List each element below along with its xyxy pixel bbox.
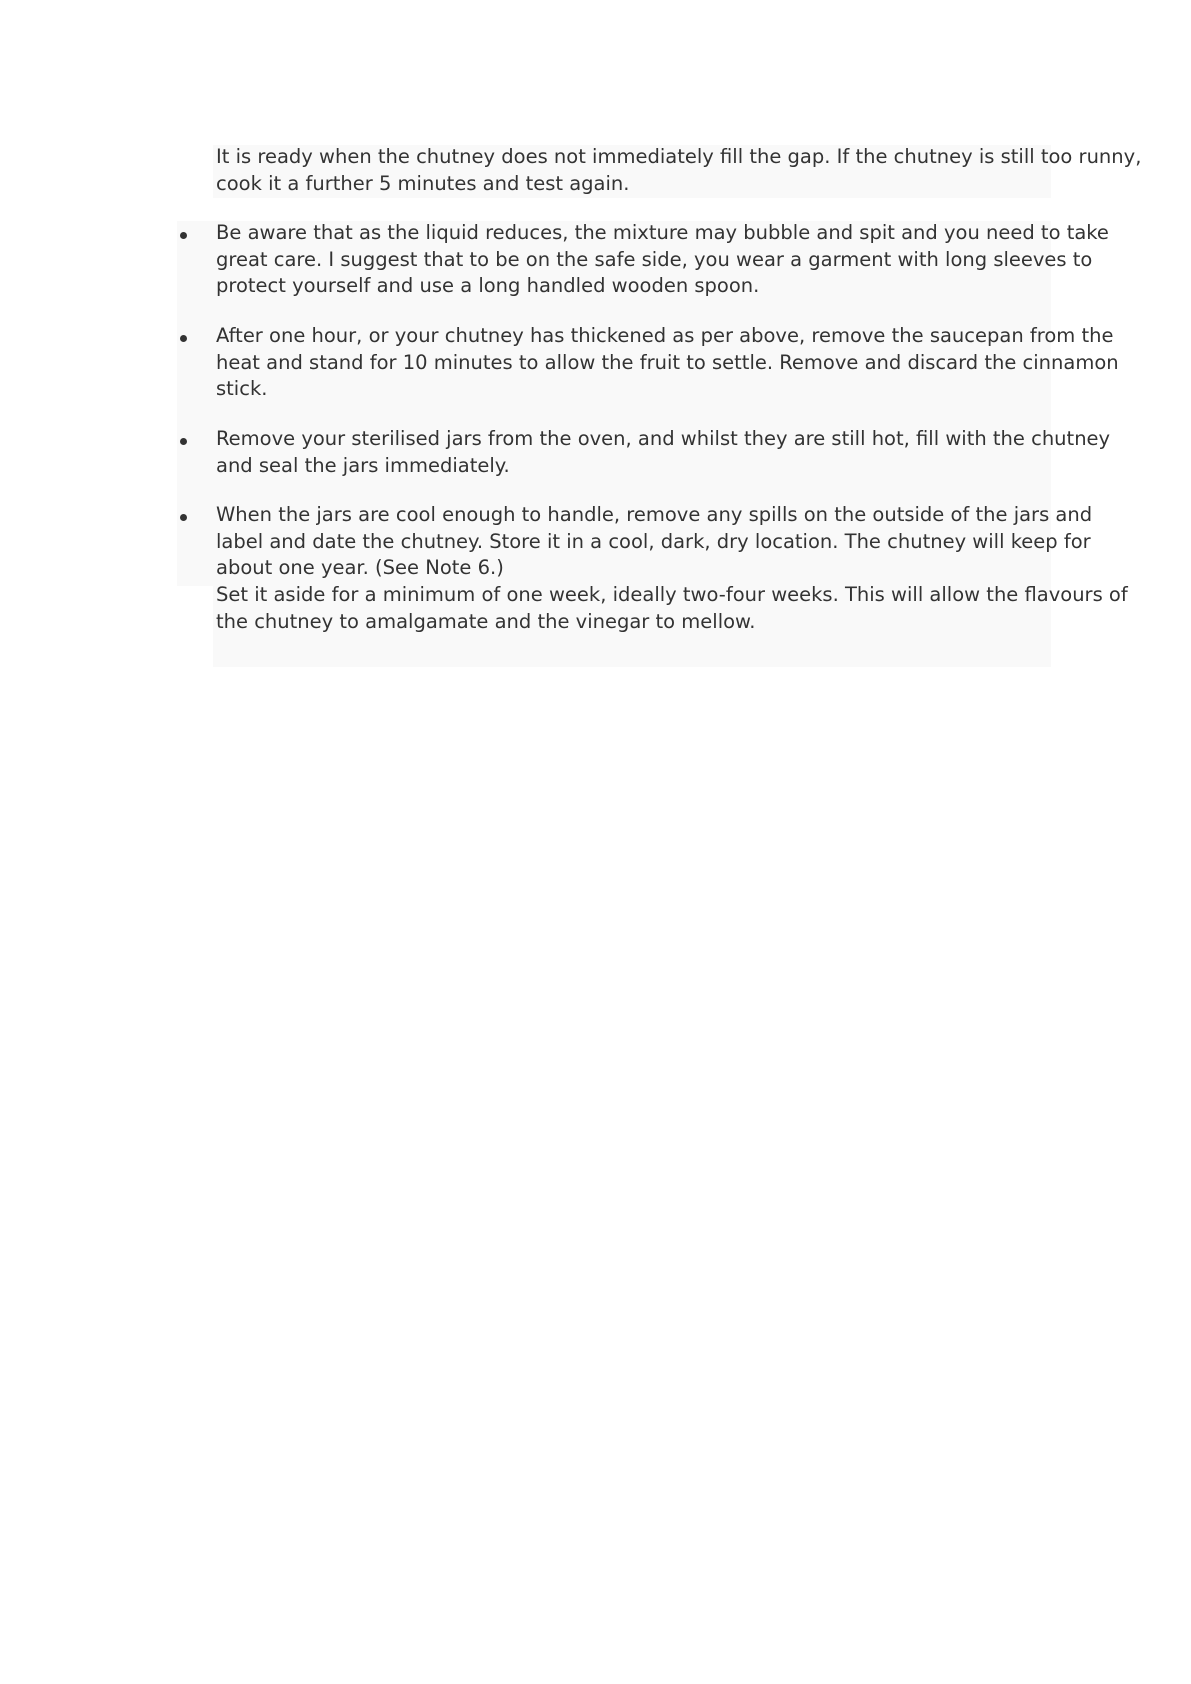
list-item [216,502,1093,582]
text-line: stick. [216,377,268,401]
text-line: protect yourself and use a long handled wooden spoon. [216,274,760,298]
bullet-icon [176,434,190,448]
text-line: When the jars are cool enough to handle, remove any spills on the outside of the jars and [216,503,1093,526]
text-line: It is ready when the chutney does not immediately fill the gap. If the chutney is still too runny, [216,145,1142,168]
text-line: Remove your sterilised jars from the oven, and whilst they are still hot, fill with the chutney [216,427,1111,450]
text-line: cook it a further 5 minutes and test again. [216,171,630,195]
bullet-icon [176,228,190,242]
intro-paragraph [216,144,1142,197]
list-item [216,323,1119,403]
text-line: about one year. (See Note 6.) [216,556,504,580]
text-line: great care. I suggest that to be on the safe side, you wear a garment with long sleeves to [216,247,1093,271]
text-line: Be aware that as the liquid reduces, the mixture may bubble and spit and you need to take [216,221,1109,244]
text-line: After one hour, or your chutney has thickened as per above, remove the saucepan from the [216,324,1114,347]
list-item [216,426,1111,479]
bullet-icon [176,510,190,524]
bullet-icon [176,331,190,345]
text-line: label and date the chutney. Store it in a cool, dark, dry location. The chutney will keep for [216,529,1091,553]
text-line: heat and stand for 10 minutes to allow the fruit to settle. Remove and discard the cinnamon [216,350,1119,374]
closing-paragraph [216,582,1128,635]
text-line: the chutney to amalgamate and the vinegar to mellow. [216,609,756,633]
text-line: and seal the jars immediately. [216,453,510,477]
text-line: Set it aside for a minimum of one week, ideally two-four weeks. This will allow the flavours of [216,583,1128,606]
list-item [216,220,1109,300]
